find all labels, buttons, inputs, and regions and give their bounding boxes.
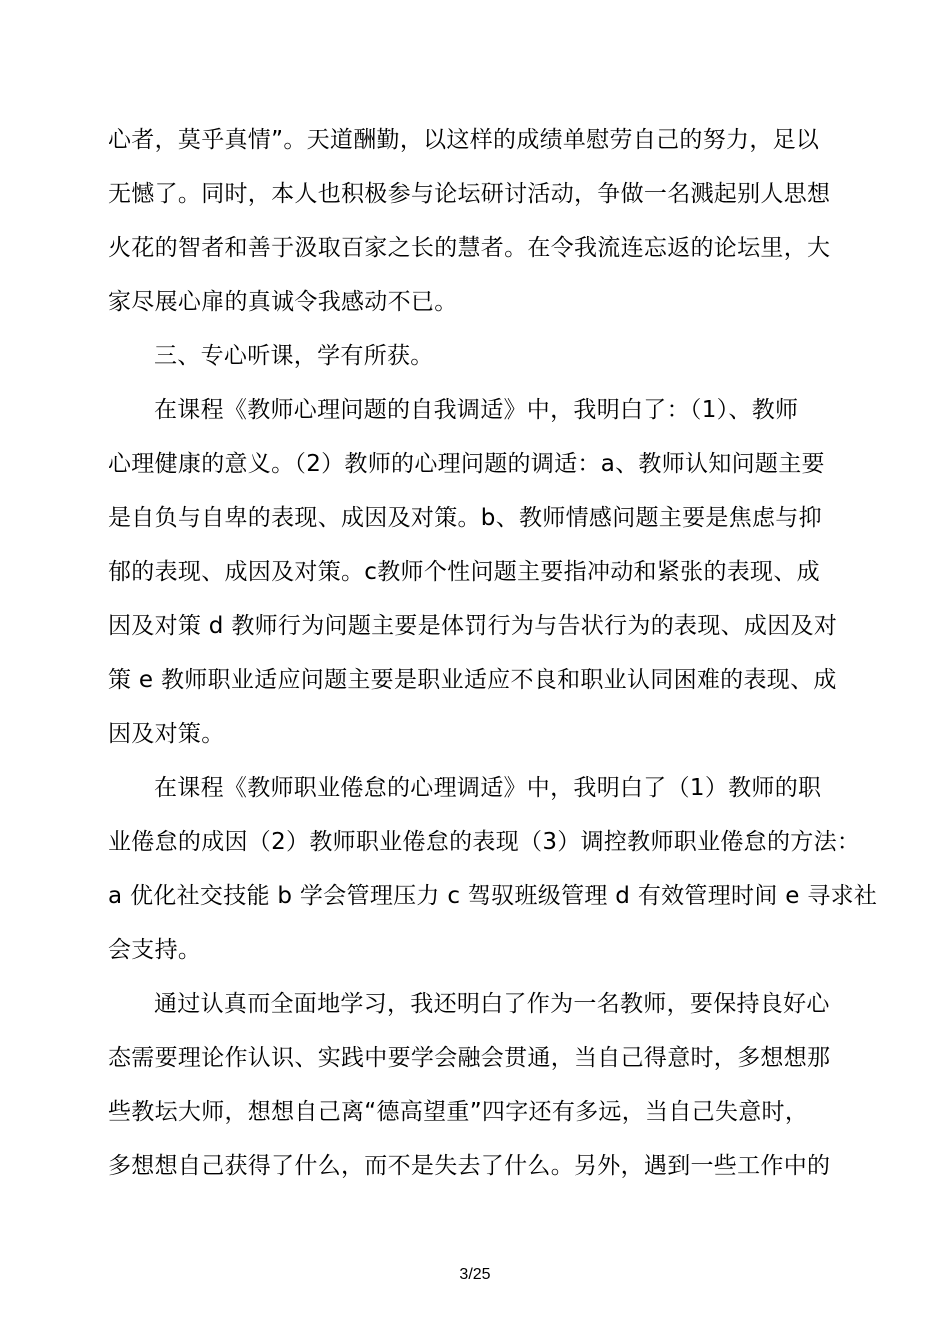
text-line: 在课程《教师职业倦怠的心理调适》中，我明白了（1）教师的职 (154, 775, 822, 801)
text-line: 策 e 教师职业适应问题主要是职业适应不良和职业认同困难的表现、成 (108, 667, 837, 693)
text-line: 些教坛大师，想想自己离“德高望重”四字还有多远，当自己失意时， (108, 1099, 809, 1125)
text-line: 会支持。 (108, 937, 202, 963)
text-line: 家尽展心扉的真诚令我感动不已。 (108, 289, 458, 315)
text-line: a 优化社交技能 b 学会管理压力 c 驾驭班级管理 d 有效管理时间 e 寻求社 (108, 883, 878, 909)
page-number: 3/25 (459, 1266, 491, 1283)
text-line: 多想想自己获得了什么，而不是失去了什么。另外，遇到一些工作中的 (108, 1153, 831, 1179)
text-line: 郁的表现、成因及对策。c教师个性问题主要指冲动和紧张的表现、成 (108, 559, 820, 585)
text-line: 因及对策 d 教师行为问题主要是体罚行为与告状行为的表现、成因及对 (108, 613, 838, 639)
text-line: 是自负与自卑的表现、成因及对策。b、教师情感问题主要是焦虑与抑 (108, 505, 822, 531)
text-line: 通过认真而全面地学习，我还明白了作为一名教师，要保持良好心 (154, 991, 830, 1017)
text-line: 无憾了。同时，本人也积极参与论坛研讨活动，争做一名溅起别人思想 (108, 181, 831, 207)
text-line: 因及对策。 (108, 721, 225, 747)
text-line: 在课程《教师心理问题的自我调适》中，我明白了：（1）、教师 (154, 397, 799, 423)
text-line: 心理健康的意义。（2）教师的心理问题的调适：a、教师认知问题主要 (108, 451, 825, 477)
text-line: 心者，莫乎真情”。天道酬勤，以这样的成绩单慰劳自己的努力，足以 (108, 127, 820, 153)
text-line: 火花的智者和善于汲取百家之长的慧者。在令我流连忘返的论坛里，大 (108, 235, 831, 261)
text-line: 业倦怠的成因（2）教师职业倦怠的表现（3）调控教师职业倦怠的方法： (108, 829, 861, 855)
section-heading: 三、专心听课，学有所获。 (154, 343, 434, 369)
text-line: 态需要理论作认识、实践中要学会融会贯通，当自己得意时，多想想那 (108, 1045, 831, 1071)
